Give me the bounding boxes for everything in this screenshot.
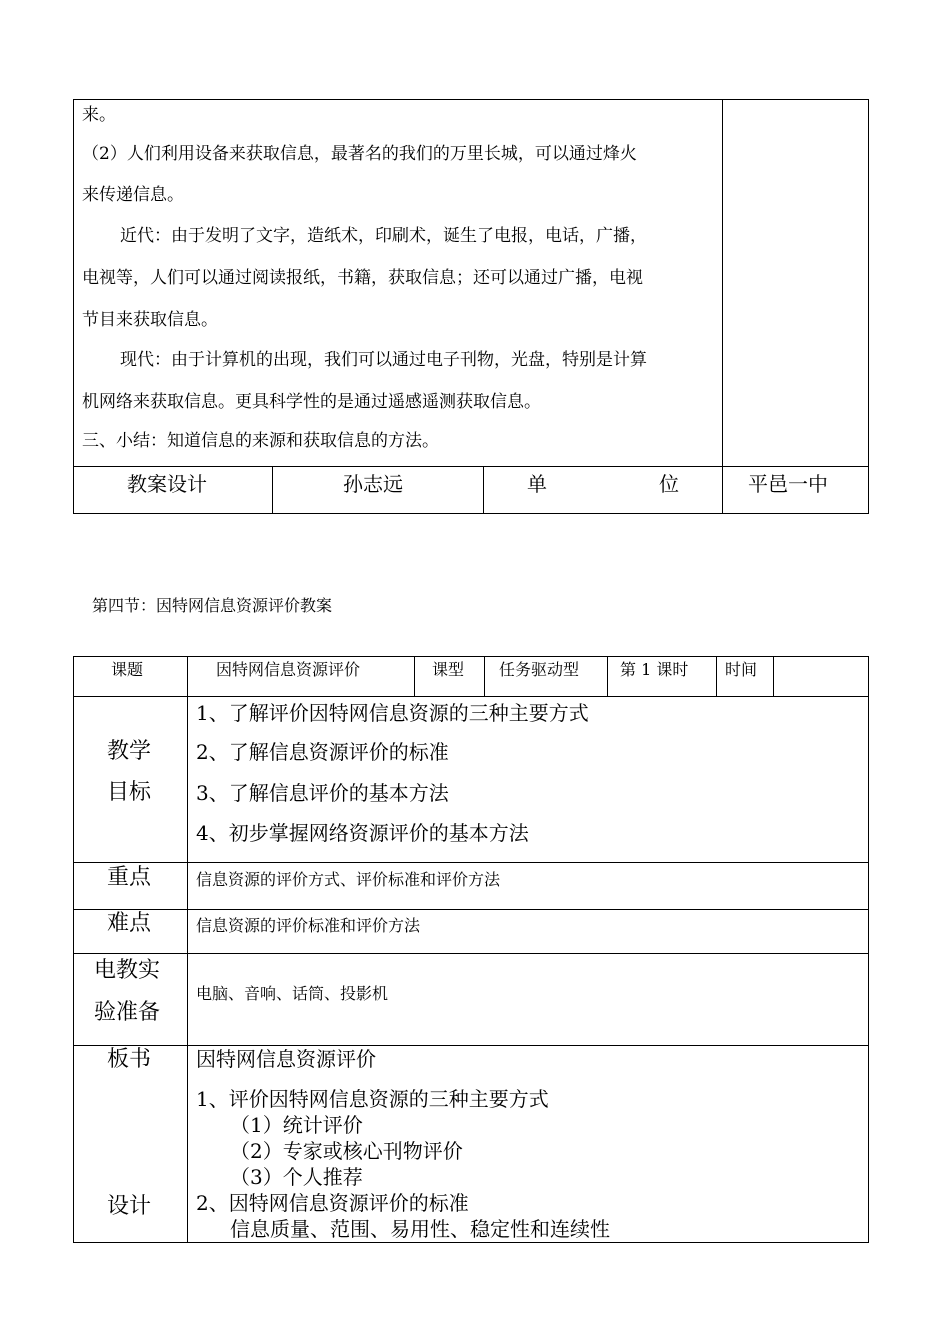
unit-label-char2: 位 — [659, 472, 679, 496]
table1-footer-div1 — [272, 466, 273, 514]
header-div-1 — [414, 656, 415, 696]
body-line-6: 节目来获取信息。 — [82, 310, 218, 330]
table2-label-divider — [187, 656, 188, 1243]
body-line-8: 机网络来获取信息。更具科学性的是通过遥感遥测获取信息。 — [82, 392, 541, 412]
key-points-label: 重点 — [107, 865, 152, 890]
key-points-value: 信息资源的评价方式、评价标准和评价方法 — [196, 870, 501, 889]
board-label-1: 板书 — [107, 1047, 152, 1072]
equipment-value: 电脑、音响、话筒、投影机 — [196, 984, 389, 1003]
header-div-5 — [773, 656, 774, 696]
table2-border-left — [73, 656, 74, 1243]
objective-item-1: 1、了解评价因特网信息资源的三种主要方式 — [196, 701, 589, 725]
objective-item-2: 2、了解信息资源评价的标准 — [196, 740, 449, 764]
equipment-label-1: 电教实 — [94, 958, 161, 983]
row-sep-3 — [73, 909, 869, 910]
table1-border-top — [73, 99, 869, 100]
body-line-1: 来。 — [82, 105, 116, 125]
table2-border-right — [868, 656, 869, 1243]
topic-label: 课题 — [111, 660, 144, 679]
body-line-2: （2）人们利用设备来获取信息，最著名的我们的万里长城，可以通过烽火 — [82, 144, 637, 164]
topic-value: 因特网信息资源评价 — [216, 660, 361, 679]
table1-divider-right-column — [722, 99, 723, 514]
row-sep-2 — [73, 862, 869, 863]
board-line-4: （2）专家或核心刊物评价 — [230, 1139, 463, 1163]
difficulties-value: 信息资源的评价标准和评价方法 — [196, 916, 421, 935]
body-line-4: 近代：由于发明了文字，造纸术，印刷术，诞生了电报，电话，广播， — [120, 226, 647, 246]
equipment-label-2: 验准备 — [94, 1000, 161, 1025]
header-div-2 — [484, 656, 485, 696]
body-line-9: 三、小结：知道信息的来源和获取信息的方法。 — [82, 431, 439, 451]
header-div-4 — [716, 656, 717, 696]
board-line-7: 信息质量、范围、易用性、稳定性和连续性 — [230, 1217, 610, 1241]
difficulties-label: 难点 — [107, 911, 152, 936]
body-line-7: 现代：由于计算机的出现，我们可以通过电子刊物，光盘，特别是计算 — [120, 350, 647, 370]
table1-border-right — [868, 99, 869, 514]
board-label-2: 设计 — [107, 1194, 152, 1219]
section-title: 第四节：因特网信息资源评价教案 — [92, 596, 333, 615]
board-line-2: 1、评价因特网信息资源的三种主要方式 — [196, 1087, 549, 1111]
objective-item-4: 4、初步掌握网络资源评价的基本方法 — [196, 821, 529, 845]
table1-footer-top — [73, 466, 869, 467]
table1-footer-div2 — [483, 466, 484, 514]
row-sep-1 — [73, 696, 869, 697]
period-value: 第 1 课时 — [620, 660, 689, 679]
board-line-5: （3）个人推荐 — [230, 1165, 363, 1189]
row-sep-4 — [73, 953, 869, 954]
unit-value: 平邑一中 — [748, 472, 828, 496]
objective-item-3: 3、了解信息评价的基本方法 — [196, 781, 449, 805]
objectives-label-1: 教学 — [107, 739, 152, 764]
author-name: 孙志远 — [343, 472, 403, 496]
objectives-label-2: 目标 — [107, 780, 152, 805]
table1-border-left — [73, 99, 74, 514]
unit-label-char1: 单 — [527, 472, 547, 496]
time-label: 时间 — [725, 660, 758, 679]
board-line-3: （1）统计评价 — [230, 1113, 363, 1137]
board-line-1: 因特网信息资源评价 — [196, 1047, 376, 1071]
type-label: 课型 — [432, 660, 465, 679]
design-label: 教案设计 — [127, 472, 207, 496]
table2-border-bottom — [73, 1242, 869, 1243]
body-line-3: 来传递信息。 — [82, 185, 184, 205]
body-line-5: 电视等，人们可以通过阅读报纸，书籍，获取信息；还可以通过广播，电视 — [82, 268, 643, 288]
type-value: 任务驱动型 — [499, 660, 580, 679]
header-div-3 — [607, 656, 608, 696]
row-sep-5 — [73, 1045, 869, 1046]
table1-border-bottom — [73, 513, 869, 514]
board-line-6: 2、因特网信息资源评价的标准 — [196, 1191, 469, 1215]
table2-border-top — [73, 656, 869, 657]
